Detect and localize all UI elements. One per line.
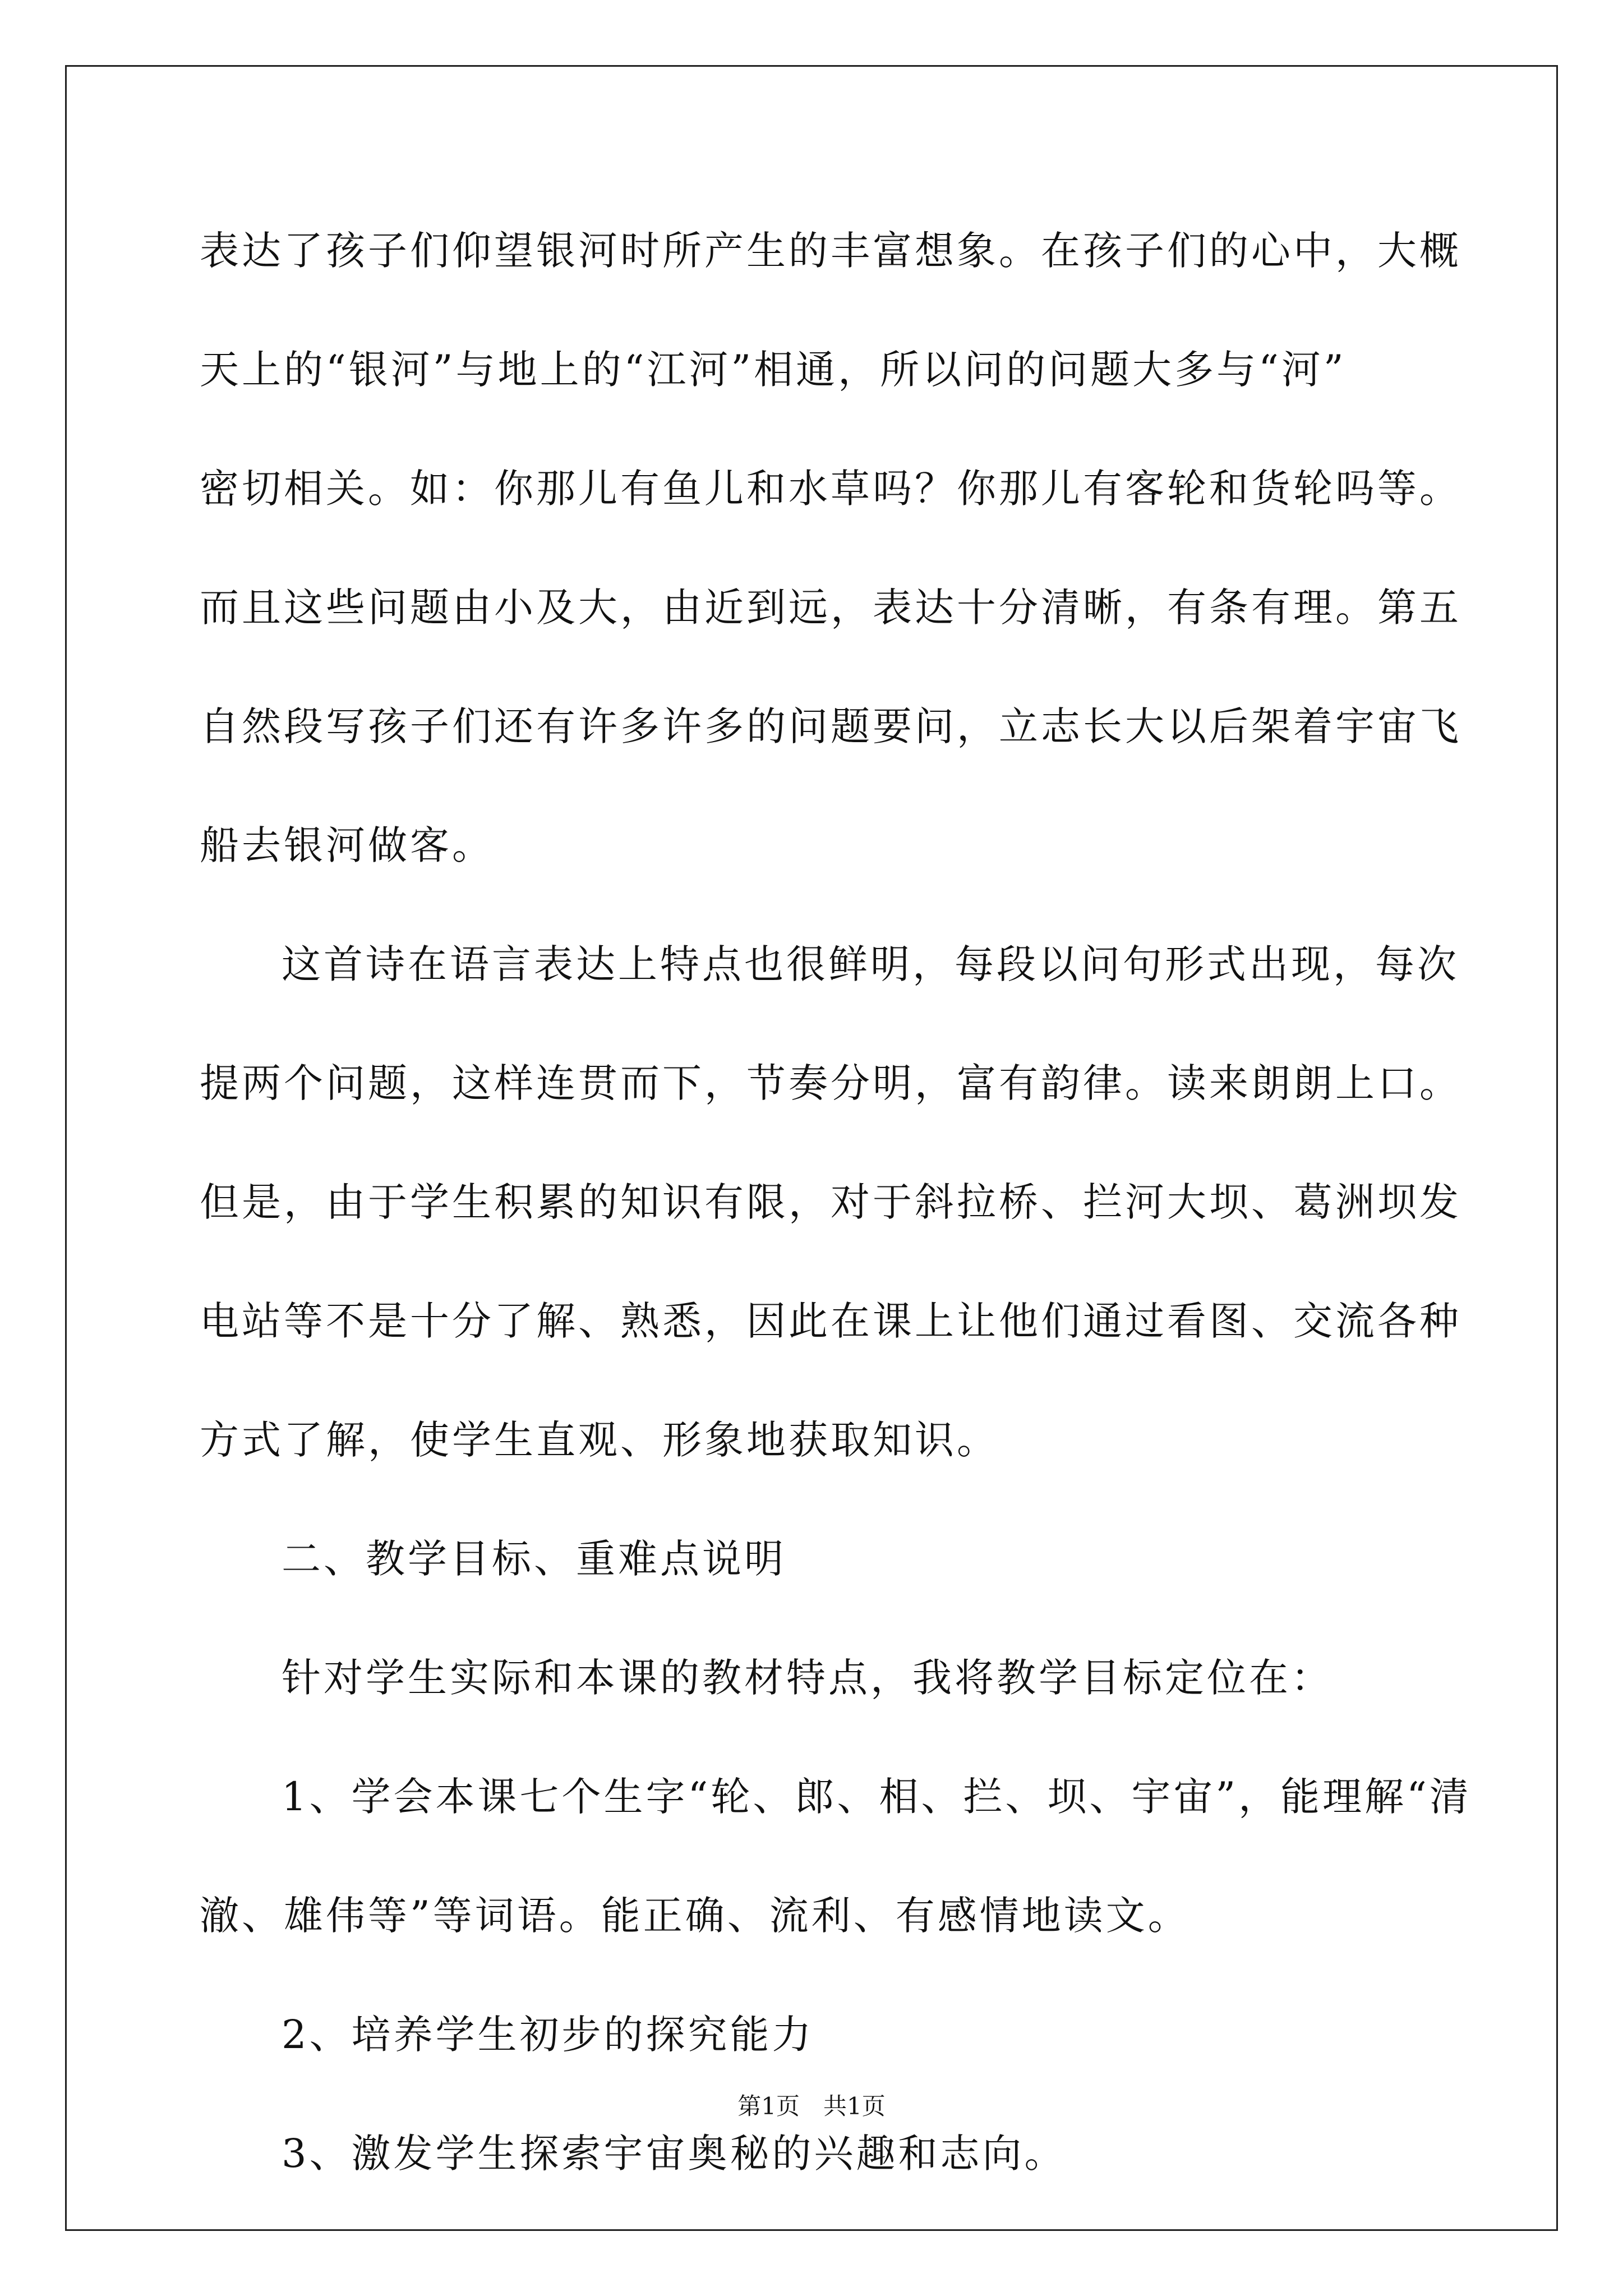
section-heading: 二、教学目标、重难点说明 bbox=[282, 1536, 786, 1582]
list-item-3: 3、激发学生探索宇宙奥秘的兴趣和志向。 bbox=[282, 2131, 1067, 2177]
page-number-footer: 第1页 共1页 bbox=[737, 2092, 886, 2120]
text-line: 天上的“银河”与地上的“江河”相通，所以问的问题大多与“河” bbox=[200, 347, 1347, 393]
text-line: 电站等不是十分了解、熟悉，因此在课上让他们通过看图、交流各种 bbox=[200, 1298, 1461, 1344]
text-line: 密切相关。如：你那儿有鱼儿和水草吗？你那儿有客轮和货轮吗等。 bbox=[200, 466, 1461, 512]
paragraph-start-line: 这首诗在语言表达上特点也很鲜明，每段以问句形式出现，每次 bbox=[282, 941, 1459, 987]
paragraph-start-line: 针对学生实际和本课的教材特点，我将教学目标定位在： bbox=[282, 1655, 1333, 1701]
text-line: 提两个问题，这样连贯而下，节奏分明，富有韵律。读来朗朗上口。 bbox=[200, 1060, 1461, 1106]
text-line: 澈、雄伟等”等词语。能正确、流利、有感情地读文。 bbox=[200, 1893, 1190, 1939]
text-line: 方式了解，使学生直观、形象地获取知识。 bbox=[200, 1417, 999, 1463]
list-item-2: 2、培养学生初步的探究能力 bbox=[282, 2012, 814, 2058]
list-item-1: 1、学会本课七个生字“轮、郎、相、拦、坝、宇宙”，能理解“清 bbox=[282, 1774, 1472, 1820]
text-line: 自然段写孩子们还有许多许多的问题要问，立志长大以后架着宇宙飞 bbox=[200, 703, 1461, 749]
text-line: 表达了孩子们仰望银河时所产生的丰富想象。在孩子们的心中，大概 bbox=[200, 228, 1461, 274]
text-line: 而且这些问题由小及大，由近到远，表达十分清晰，有条有理。第五 bbox=[200, 585, 1461, 631]
text-line: 但是，由于学生积累的知识有限，对于斜拉桥、拦河大坝、葛洲坝发 bbox=[200, 1179, 1461, 1225]
document-body bbox=[200, 209, 1472, 2230]
text-line: 船去银河做客。 bbox=[200, 822, 494, 868]
